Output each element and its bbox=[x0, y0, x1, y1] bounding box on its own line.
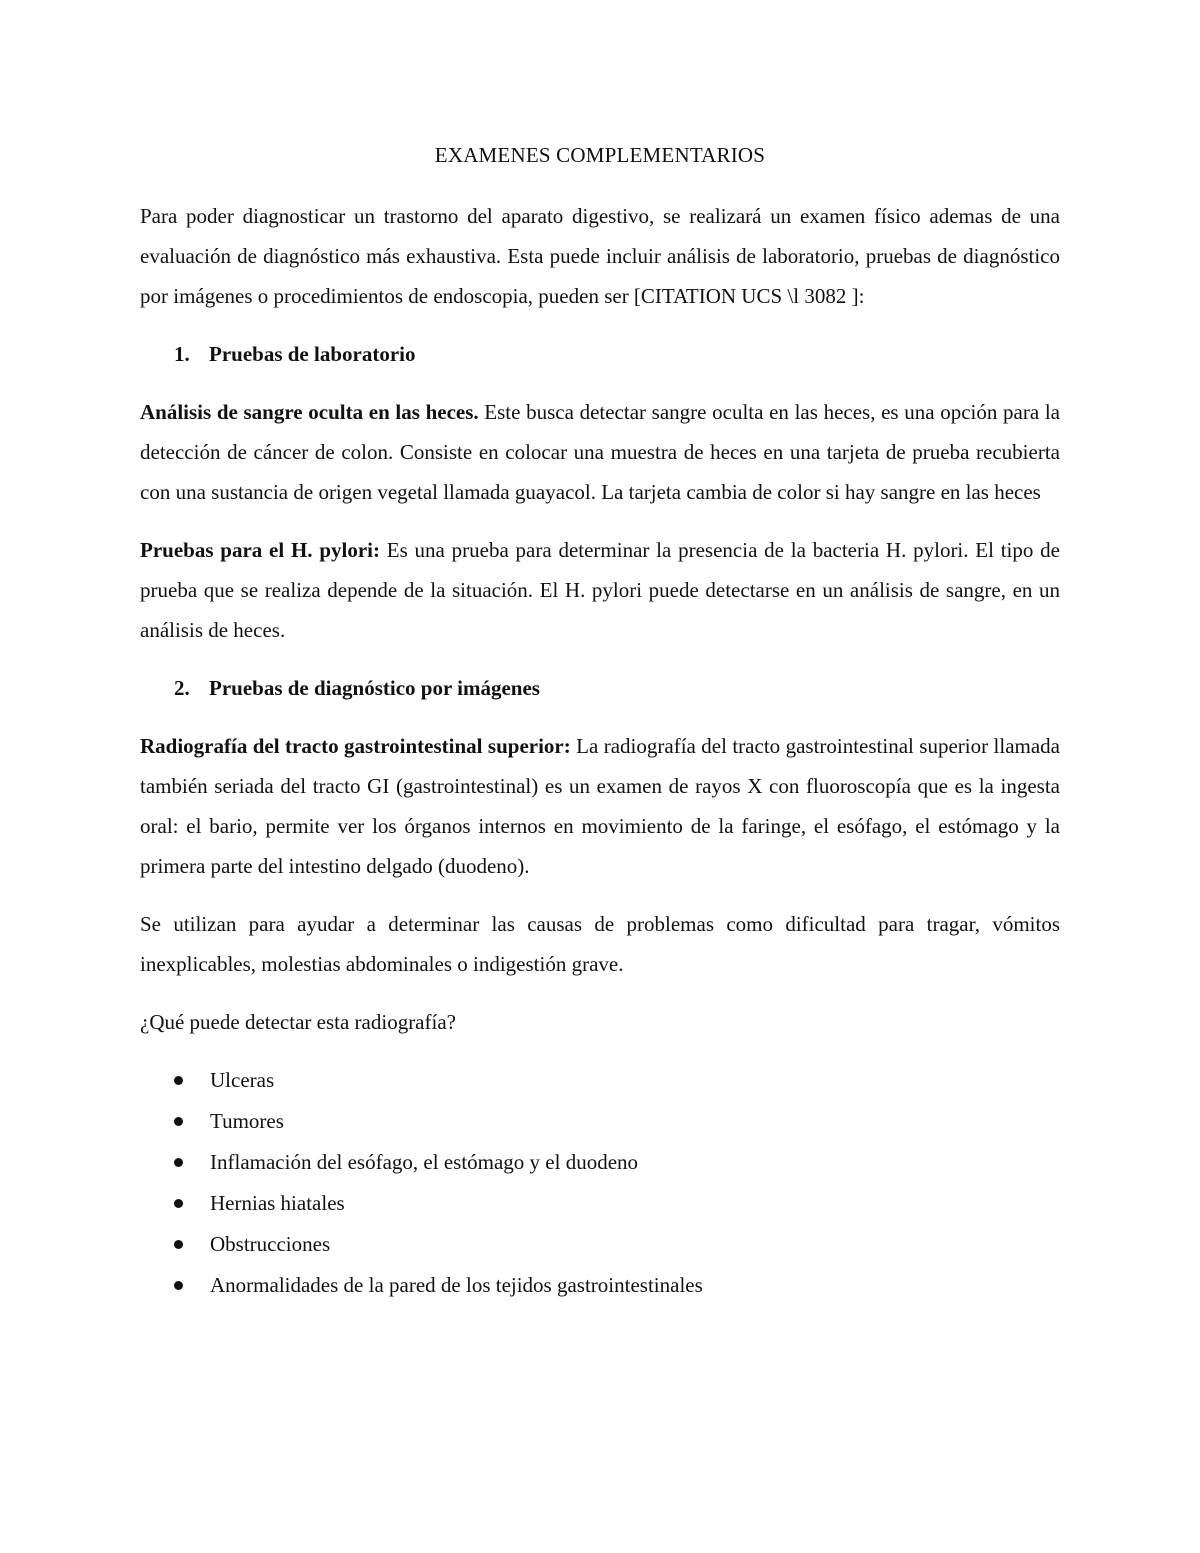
list-item-text: Hernias hiatales bbox=[210, 1191, 345, 1215]
paragraph-text: Este busca detectar sangre oculta en las heces, es una opción para la detección de cáncer de colon. Consiste en colocar una muestra de heces en una tarjeta de prueba recubierta con una sustancia de origen vegetal llamada guayacol. La tarjeta cambia de color si hay sangre en las heces bbox=[140, 400, 1060, 504]
section-heading-laboratorio bbox=[140, 334, 1060, 374]
paragraph-lead: Radiografía del tracto gastrointestinal superior: bbox=[140, 734, 571, 758]
list-item-text: Obstrucciones bbox=[210, 1232, 331, 1256]
list-item bbox=[140, 1101, 1060, 1142]
paragraph-radiografia bbox=[140, 726, 1060, 886]
list-item-text: Inflamación del esófago, el estómago y el duodeno bbox=[210, 1150, 639, 1174]
section-heading-text: Pruebas de diagnóstico por imágenes bbox=[209, 676, 540, 700]
paragraph-sangre-oculta bbox=[140, 392, 1060, 512]
bullet-icon bbox=[174, 1158, 183, 1167]
bullet-icon bbox=[174, 1076, 183, 1085]
bullet-icon bbox=[174, 1240, 183, 1249]
document-body bbox=[140, 140, 1060, 1306]
paragraph-utilizan: Se utilizan para ayudar a determinar las causas de problemas como dificultad para tragar, vómitos inexplicables, molestias abdominales o indigestión grave. bbox=[140, 912, 1060, 976]
question-paragraph: ¿Qué puede detectar esta radiografía? bbox=[140, 1010, 456, 1034]
paragraph-lead: Análisis de sangre oculta en las heces. bbox=[140, 400, 479, 424]
detection-list bbox=[140, 1060, 1060, 1306]
section-number: 2. bbox=[174, 676, 190, 700]
list-item bbox=[140, 1060, 1060, 1101]
list-item bbox=[140, 1183, 1060, 1224]
paragraph-text: Es una prueba para determinar la presencia de la bacteria H. pylori. El tipo de prueba que se realiza depende de la situación. El H. pylori puede detectarse en un análisis de sangre, en un análisis de heces. bbox=[140, 538, 1060, 642]
intro-paragraph: Para poder diagnosticar un trastorno del aparato digestivo, se realizará un examen físico ademas de una evaluación de diagnóstico más exhaustiva. Esta puede incluir análisis de laboratorio, pruebas de diagnóstico por imágenes o procedimientos de endoscopia, pueden ser [CITATION UCS \l 3082 ]: bbox=[140, 204, 1060, 308]
section-heading-text: Pruebas de laboratorio bbox=[209, 342, 416, 366]
list-item bbox=[140, 1265, 1060, 1306]
section-heading-imagenes bbox=[140, 668, 1060, 708]
list-item-text: Ulceras bbox=[210, 1068, 275, 1092]
document-title: EXAMENES COMPLEMENTARIOS bbox=[434, 143, 766, 167]
paragraph-text: La radiografía del tracto gastrointestinal superior llamada también seriada del tracto GI (gastrointestinal) es un examen de rayos X con fluoroscopía que es la ingesta oral: el bario, permite ver los órganos internos en movimiento de la faringe, el esófago, el estómago y la primera parte del intestino delgado (duodeno). bbox=[140, 734, 1060, 878]
list-item-text: Tumores bbox=[210, 1109, 284, 1133]
bullet-icon bbox=[174, 1281, 183, 1290]
list-item bbox=[140, 1224, 1060, 1265]
list-item-text: Anormalidades de la pared de los tejidos gastrointestinales bbox=[210, 1273, 703, 1297]
bullet-icon bbox=[174, 1199, 183, 1208]
bullet-icon bbox=[174, 1117, 183, 1126]
paragraph-h-pylori bbox=[140, 530, 1060, 650]
list-item bbox=[140, 1142, 1060, 1183]
section-number: 1. bbox=[174, 342, 190, 366]
paragraph-lead: Pruebas para el H. pylori: bbox=[140, 538, 380, 562]
